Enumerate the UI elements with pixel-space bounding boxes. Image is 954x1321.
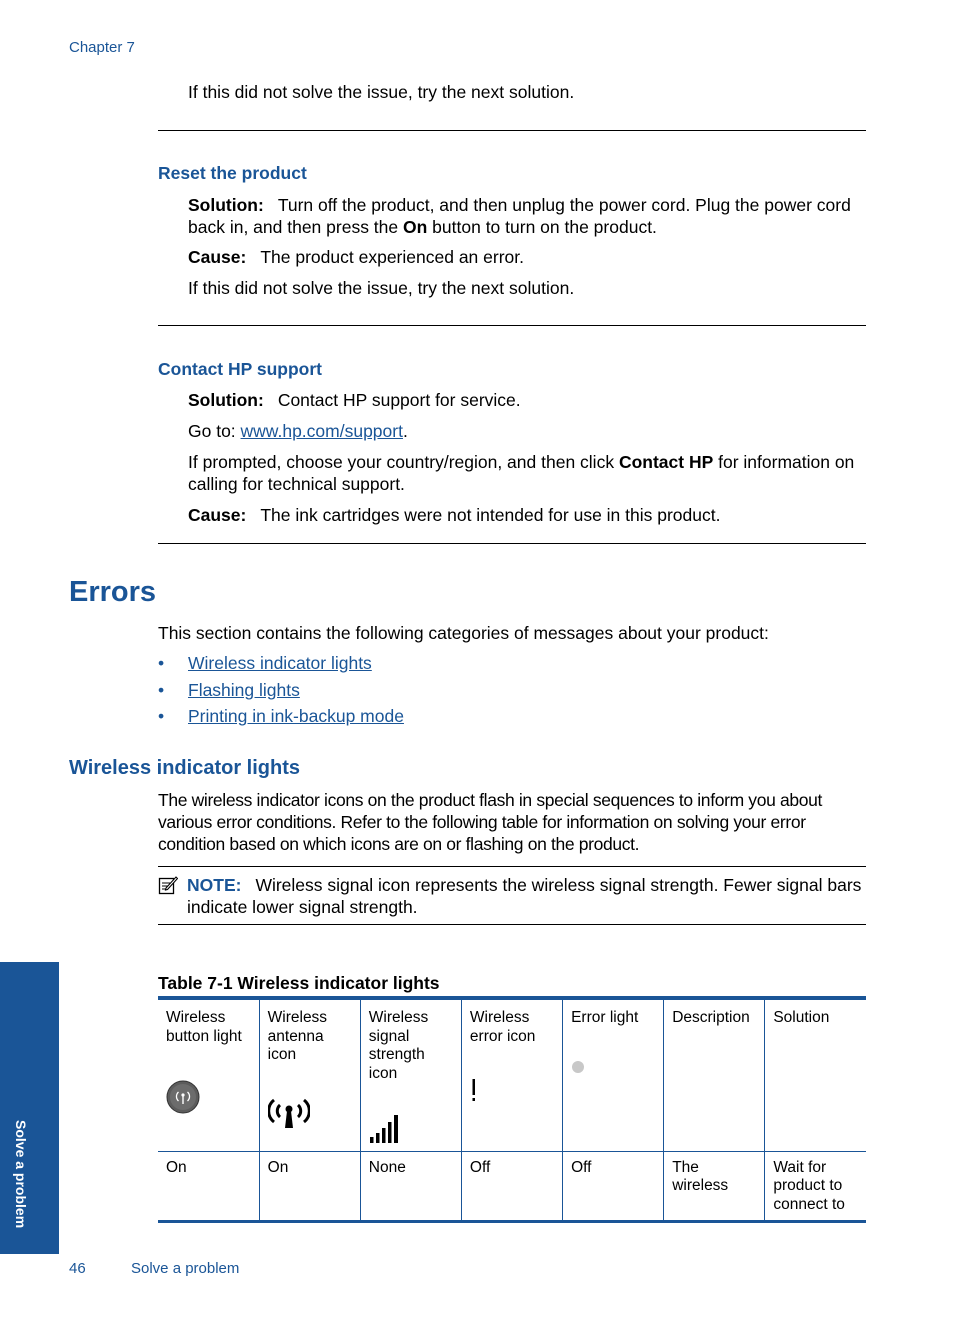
cause-label: Cause: bbox=[188, 247, 247, 267]
side-tab-label: Solve a problem bbox=[13, 1120, 29, 1229]
table-cell: Off bbox=[563, 1151, 664, 1222]
header-cell bbox=[158, 998, 259, 1151]
table-header-row bbox=[158, 998, 866, 1151]
note-text bbox=[187, 874, 867, 918]
bullet: • bbox=[158, 679, 165, 700]
wireless-body: The wireless indicator icons on the product flash in special sequences to inform you about various error conditions. Refer to the following table for information on solving your error condition based on which icons are on or flashing on the product. bbox=[158, 790, 823, 854]
header-cell bbox=[360, 998, 461, 1151]
cause-label: Cause: bbox=[188, 505, 247, 525]
header-cell bbox=[461, 998, 562, 1151]
header-label: Wireless button light bbox=[166, 1009, 242, 1045]
link-flashing-lights[interactable]: Flashing lights bbox=[188, 679, 300, 700]
table-row bbox=[158, 1151, 866, 1222]
reset-solution bbox=[188, 194, 868, 238]
exclamation-icon bbox=[470, 1078, 478, 1104]
chapter-label: Chapter 7 bbox=[69, 39, 135, 56]
intro-next-solution: If this did not solve the issue, try the next solution. bbox=[188, 82, 575, 102]
header-cell: Description bbox=[664, 998, 765, 1151]
reset-cause-text: The product experienced an error. bbox=[260, 247, 524, 267]
contact-cause bbox=[188, 504, 868, 526]
goto-prefix: Go to: bbox=[188, 421, 241, 441]
header-label: Error light bbox=[571, 1009, 639, 1026]
note-body: Wireless signal icon represents the wireless signal strength. Fewer signal bars indicate lower signal strength. bbox=[187, 875, 862, 917]
wireless-heading: Wireless indicator lights bbox=[69, 757, 300, 779]
divider bbox=[158, 543, 866, 544]
header-label: Wireless signal strength icon bbox=[368, 1009, 429, 1082]
reset-cause bbox=[188, 246, 868, 268]
errors-link-list bbox=[158, 652, 404, 732]
header-cell: Solution bbox=[765, 998, 866, 1151]
bullet: • bbox=[158, 653, 165, 673]
note-box bbox=[158, 866, 866, 925]
note-label: NOTE: bbox=[187, 875, 242, 895]
list-item bbox=[158, 705, 404, 732]
header-cell bbox=[259, 998, 360, 1151]
link-wireless-indicator-lights[interactable]: Wireless indicator lights bbox=[188, 653, 372, 673]
wireless-indicator-table bbox=[158, 996, 866, 1223]
table-cell: None bbox=[360, 1151, 461, 1222]
gray-dot-icon bbox=[571, 1060, 585, 1074]
table-title: Table 7-1 Wireless indicator lights bbox=[158, 973, 440, 993]
divider bbox=[158, 130, 866, 131]
hp-support-link[interactable]: www.hp.com/support bbox=[240, 421, 403, 441]
contact-cause-text: The ink cartridges were not intended for use in this product. bbox=[260, 505, 721, 525]
signal-bars-icon bbox=[369, 1114, 401, 1144]
contact-hp-label: Contact HP bbox=[618, 452, 714, 472]
table-cell: The wireless bbox=[664, 1151, 765, 1222]
header-label: Wireless antenna icon bbox=[267, 1009, 328, 1063]
contact-solution-text: Contact HP support for service. bbox=[277, 390, 521, 410]
footer-section: Solve a problem bbox=[131, 1260, 240, 1277]
on-button-name: On bbox=[403, 217, 428, 237]
list-item bbox=[158, 652, 404, 679]
contact-title: Contact HP support bbox=[158, 359, 322, 379]
goto-suffix: . bbox=[402, 421, 408, 441]
errors-intro: This section contains the following categories of messages about your product: bbox=[158, 623, 769, 643]
prompt-text-2: for information on calling for technical support. bbox=[188, 452, 855, 494]
contact-solution bbox=[188, 389, 868, 411]
divider bbox=[158, 325, 866, 326]
link-ink-backup-mode[interactable]: Printing in ink-backup mode bbox=[188, 706, 404, 726]
table-cell: On bbox=[259, 1151, 360, 1222]
wireless-button-icon bbox=[166, 1080, 200, 1114]
solution-label: Solution: bbox=[188, 195, 264, 215]
errors-heading: Errors bbox=[69, 576, 157, 608]
bullet: • bbox=[158, 706, 165, 726]
note-pencil-icon bbox=[158, 875, 178, 895]
solution-label: Solution: bbox=[188, 390, 264, 410]
header-label: Wireless error icon bbox=[469, 1009, 536, 1045]
prompt-text-1: If prompted, choose your country/region, and then click bbox=[188, 452, 619, 472]
antenna-icon bbox=[268, 1096, 310, 1130]
reset-next-solution: If this did not solve the issue, try the next solution. bbox=[188, 278, 575, 298]
reset-title: Reset the product bbox=[158, 163, 307, 183]
contact-prompt bbox=[188, 451, 868, 495]
reset-solution-text-2: button to turn on the product. bbox=[427, 217, 657, 237]
list-item bbox=[158, 679, 404, 706]
table-cell: Wait for product to connect to bbox=[765, 1151, 866, 1222]
contact-goto bbox=[188, 420, 868, 442]
header-cell bbox=[563, 998, 664, 1151]
reset-solution-text-1: Turn off the product, and then unplug the power cord. Plug the power cord back in, and then press the bbox=[188, 195, 851, 237]
table-cell: On bbox=[166, 1158, 187, 1176]
table-cell: Off bbox=[461, 1151, 562, 1222]
page-number: 46 bbox=[69, 1260, 86, 1277]
